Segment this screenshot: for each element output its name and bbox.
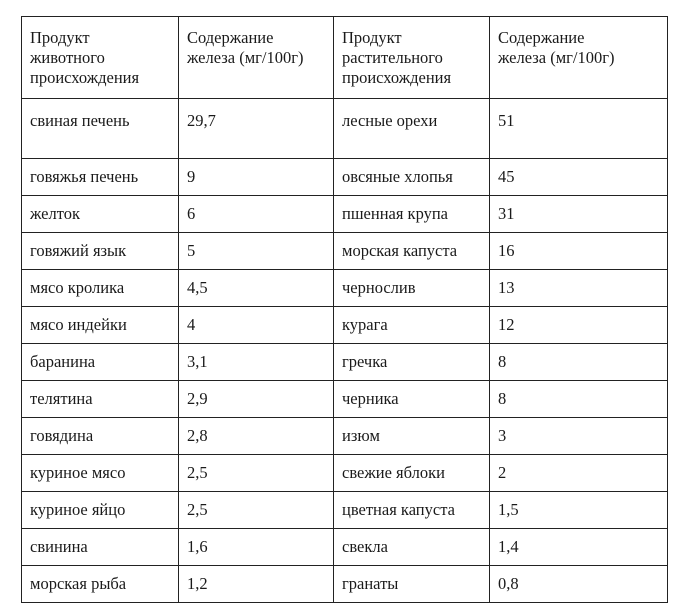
header-line: происхождения bbox=[30, 68, 140, 87]
table-row bbox=[22, 307, 668, 344]
plant-iron-cell: 45 bbox=[490, 159, 668, 196]
plant-iron-cell: 8 bbox=[490, 381, 668, 418]
animal-product-cell: говядина bbox=[22, 418, 179, 455]
table-row bbox=[22, 159, 668, 196]
plant-product-cell: чернослив bbox=[334, 270, 490, 307]
animal-product-cell: говяжий язык bbox=[22, 233, 179, 270]
animal-product-cell: желток bbox=[22, 196, 179, 233]
plant-product-cell: изюм bbox=[334, 418, 490, 455]
plant-iron-cell: 13 bbox=[490, 270, 668, 307]
animal-iron-cell: 9 bbox=[179, 159, 334, 196]
table-row bbox=[22, 196, 668, 233]
plant-product-cell: курага bbox=[334, 307, 490, 344]
plant-product-cell: цветная капуста bbox=[334, 492, 490, 529]
animal-product-cell: куриное мясо bbox=[22, 455, 179, 492]
table-row bbox=[22, 566, 668, 603]
animal-iron-cell: 4 bbox=[179, 307, 334, 344]
plant-product-cell: гранаты bbox=[334, 566, 490, 603]
plant-product-cell: свежие яблоки bbox=[334, 455, 490, 492]
table-row bbox=[22, 344, 668, 381]
animal-iron-cell: 1,2 bbox=[179, 566, 334, 603]
header-line: Содержание bbox=[498, 28, 585, 47]
table-row bbox=[22, 492, 668, 529]
header-line: растительного bbox=[342, 48, 443, 67]
plant-product-cell: свекла bbox=[334, 529, 490, 566]
plant-product-cell: черника bbox=[334, 381, 490, 418]
plant-product-cell: овсяные хлопья bbox=[334, 159, 490, 196]
header-line: Продукт bbox=[30, 28, 90, 47]
animal-product-cell: мясо кролика bbox=[22, 270, 179, 307]
header-plant-product bbox=[334, 17, 490, 99]
plant-iron-cell: 31 bbox=[490, 196, 668, 233]
plant-iron-cell: 12 bbox=[490, 307, 668, 344]
animal-product-cell: говяжья печень bbox=[22, 159, 179, 196]
table-row bbox=[22, 99, 668, 159]
animal-product-cell: морская рыба bbox=[22, 566, 179, 603]
animal-iron-cell: 2,5 bbox=[179, 455, 334, 492]
plant-iron-cell: 8 bbox=[490, 344, 668, 381]
table-row bbox=[22, 529, 668, 566]
plant-product-cell: пшенная крупа bbox=[334, 196, 490, 233]
animal-iron-cell: 2,9 bbox=[179, 381, 334, 418]
plant-product-cell: морская капуста bbox=[334, 233, 490, 270]
header-line: железа (мг/100г) bbox=[187, 48, 304, 67]
plant-product-cell: гречка bbox=[334, 344, 490, 381]
animal-iron-cell: 6 bbox=[179, 196, 334, 233]
table-row bbox=[22, 270, 668, 307]
plant-iron-cell: 51 bbox=[490, 99, 668, 159]
plant-iron-cell: 0,8 bbox=[490, 566, 668, 603]
animal-product-cell: баранина bbox=[22, 344, 179, 381]
table-row bbox=[22, 233, 668, 270]
header-animal-iron bbox=[179, 17, 334, 99]
animal-iron-cell: 2,5 bbox=[179, 492, 334, 529]
plant-iron-cell: 2 bbox=[490, 455, 668, 492]
animal-product-cell: свиная печень bbox=[22, 99, 179, 159]
header-plant-iron bbox=[490, 17, 668, 99]
plant-iron-cell: 1,4 bbox=[490, 529, 668, 566]
animal-product-cell: телятина bbox=[22, 381, 179, 418]
animal-iron-cell: 29,7 bbox=[179, 99, 334, 159]
table-row bbox=[22, 418, 668, 455]
animal-product-cell: свинина bbox=[22, 529, 179, 566]
animal-iron-cell: 3,1 bbox=[179, 344, 334, 381]
header-line: железа (мг/100г) bbox=[498, 48, 615, 67]
table-row bbox=[22, 381, 668, 418]
table-row bbox=[22, 455, 668, 492]
iron-content-table bbox=[21, 16, 668, 603]
animal-product-cell: мясо индейки bbox=[22, 307, 179, 344]
header-line: Продукт bbox=[342, 28, 402, 47]
header-line: животного bbox=[30, 48, 105, 67]
header-line: происхождения bbox=[342, 68, 452, 87]
plant-iron-cell: 16 bbox=[490, 233, 668, 270]
animal-product-cell: куриное яйцо bbox=[22, 492, 179, 529]
header-animal-product bbox=[22, 17, 179, 99]
header-line: Содержание bbox=[187, 28, 274, 47]
animal-iron-cell: 2,8 bbox=[179, 418, 334, 455]
plant-iron-cell: 3 bbox=[490, 418, 668, 455]
header-row bbox=[22, 17, 668, 99]
plant-iron-cell: 1,5 bbox=[490, 492, 668, 529]
animal-iron-cell: 1,6 bbox=[179, 529, 334, 566]
plant-product-cell: лесные орехи bbox=[334, 99, 490, 159]
animal-iron-cell: 4,5 bbox=[179, 270, 334, 307]
animal-iron-cell: 5 bbox=[179, 233, 334, 270]
